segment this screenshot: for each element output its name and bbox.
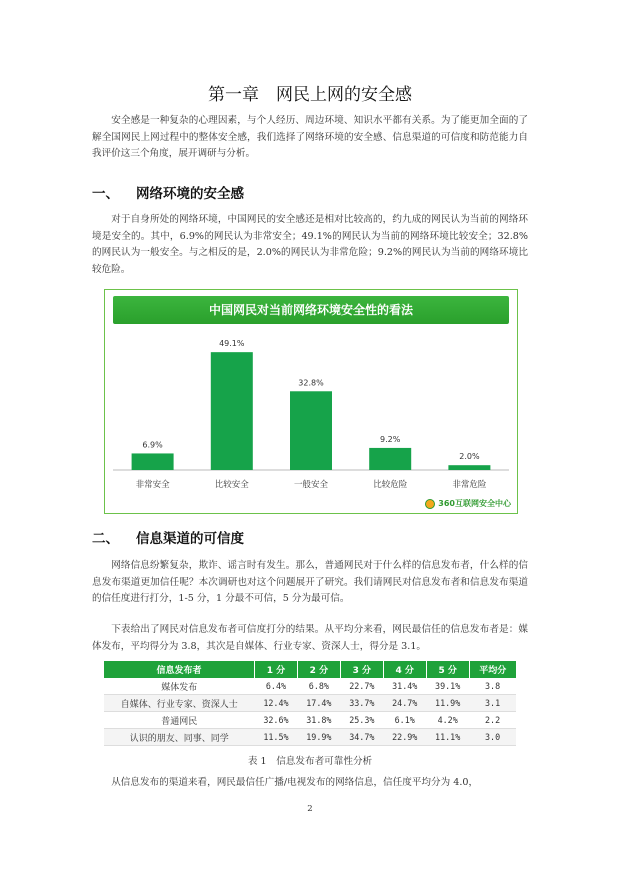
table-caption: 表 1 信息发布者可靠性分析 xyxy=(247,756,373,767)
table-header-cell: 1 分 xyxy=(255,661,298,678)
table-cell: 11.1% xyxy=(426,729,469,746)
category-tick-label: 非常危险 xyxy=(452,480,487,490)
table-header-cell: 信息发布者 xyxy=(104,661,255,678)
category-tick-label: 比较危险 xyxy=(373,480,408,490)
chart-bar xyxy=(211,352,253,470)
table-cell: 17.4% xyxy=(297,695,340,712)
intro-paragraph: 安全感是一种复杂的心理因素，与个人经历、周边环境、知识水平都有关系。为了能更加全面的了解全国网民上网过程中的整体安全感，我们选择了网络环境的安全感、信息渠道的可信度和防范能力自我评价这三个角度，展开调研与分析。 xyxy=(92,115,528,159)
brand-logo-icon xyxy=(425,499,435,509)
chart-bar xyxy=(369,448,411,470)
table-cell: 33.7% xyxy=(340,695,383,712)
data-label: 9.2% xyxy=(380,434,401,444)
table-row xyxy=(104,678,516,695)
table-header-cell: 平均分 xyxy=(469,661,516,678)
table-cell: 11.5% xyxy=(255,729,298,746)
table-cell: 自媒体、行业专家、资深人士 xyxy=(104,695,255,712)
safety-bar-chart xyxy=(104,289,518,514)
table-cell: 媒体发布 xyxy=(104,678,255,695)
section-2-title: 信息渠道的可信度 xyxy=(136,531,244,547)
table-cell: 11.9% xyxy=(426,695,469,712)
table-row xyxy=(104,695,516,712)
table-cell: 6.4% xyxy=(255,678,298,695)
category-tick-label: 一般安全 xyxy=(293,480,329,490)
table-cell: 39.1% xyxy=(426,678,469,695)
tail-paragraph: 从信息发布的渠道来看，网民最信任广播/电视发布的网络信息，信任度平均分为 4.0， xyxy=(111,777,479,788)
page-number: 2 xyxy=(307,804,313,814)
category-tick-label: 非常安全 xyxy=(135,480,170,490)
chart-plot xyxy=(105,290,517,513)
section-2-number: 二、 xyxy=(92,531,119,547)
table-cell: 6.1% xyxy=(383,712,426,729)
table-cell: 31.8% xyxy=(297,712,340,729)
table-cell: 4.2% xyxy=(426,712,469,729)
table-cell: 32.6% xyxy=(255,712,298,729)
table-cell: 3.1 xyxy=(469,695,516,712)
table-header-cell: 4 分 xyxy=(383,661,426,678)
section-2-paragraph-2: 下表给出了网民对信息发布者可信度打分的结果。从平均分来看，网民最信任的信息发布者是：媒体发布，平均得分为 3.8，其次是自媒体、行业专家、资深人士，得分是 3.1。 xyxy=(92,624,528,652)
chart-bar xyxy=(448,465,490,470)
table-cell: 普通网民 xyxy=(104,712,255,729)
table-header-cell: 2 分 xyxy=(297,661,340,678)
brand-logo xyxy=(425,498,511,509)
chart-title: 中国网民对当前网络环境安全性的看法 xyxy=(113,296,509,324)
table-cell: 3.8 xyxy=(469,678,516,695)
table-header-cell: 5 分 xyxy=(426,661,469,678)
table-row xyxy=(104,729,516,746)
section-2-paragraph-1: 网络信息纷繁复杂，欺诈、谣言时有发生。那么，普通网民对于什么样的信息发布者，什么样的信息发布渠道更加信任呢？本次调研也对这个问题展开了研究。我们请网民对信息发布者和信息发布渠道的信任度进行打分，1-5 分，1 分最不可信，5 分为最可信。 xyxy=(92,560,528,604)
section-1-heading xyxy=(92,182,244,202)
chapter-title: 第一章 网民上网的安全感 xyxy=(208,85,412,105)
chart-bar xyxy=(132,453,174,470)
table-cell: 25.3% xyxy=(340,712,383,729)
data-label: 2.0% xyxy=(459,452,480,462)
table-cell: 24.7% xyxy=(383,695,426,712)
table-cell: 22.9% xyxy=(383,729,426,746)
table-cell: 认识的朋友、同事、同学 xyxy=(104,729,255,746)
section-2-heading xyxy=(92,527,244,547)
section-1-number: 一、 xyxy=(92,186,119,202)
table-header-cell: 3 分 xyxy=(340,661,383,678)
table-row xyxy=(104,712,516,729)
table-cell: 6.8% xyxy=(297,678,340,695)
table-header-row xyxy=(104,661,516,678)
data-label: 6.9% xyxy=(142,440,163,450)
brand-name: 360互联网安全中心 xyxy=(438,499,511,508)
publisher-trust-table xyxy=(104,661,516,746)
section-1-paragraph: 对于自身所处的网络环境，中国网民的安全感还是相对比较高的，约九成的网民认为当前的网络环境是安全的。其中，6.9%的网民认为非常安全；49.1%的网民认为当前的网络环境比较安全；32.8%的网民认为一般安全。与之相反的是，2.0%的网民认为非常危险；9.2%的网民认为当前的网络环境比较危险。 xyxy=(92,214,528,275)
category-tick-label: 比较安全 xyxy=(214,480,249,490)
table-cell: 3.0 xyxy=(469,729,516,746)
table-cell: 19.9% xyxy=(297,729,340,746)
table-cell: 22.7% xyxy=(340,678,383,695)
section-1-title: 网络环境的安全感 xyxy=(136,186,244,202)
table-cell: 31.4% xyxy=(383,678,426,695)
data-label: 49.1% xyxy=(219,339,245,349)
table-cell: 12.4% xyxy=(255,695,298,712)
table-cell: 2.2 xyxy=(469,712,516,729)
data-label: 32.8% xyxy=(298,378,324,388)
chart-bar xyxy=(290,391,332,470)
table-cell: 34.7% xyxy=(340,729,383,746)
